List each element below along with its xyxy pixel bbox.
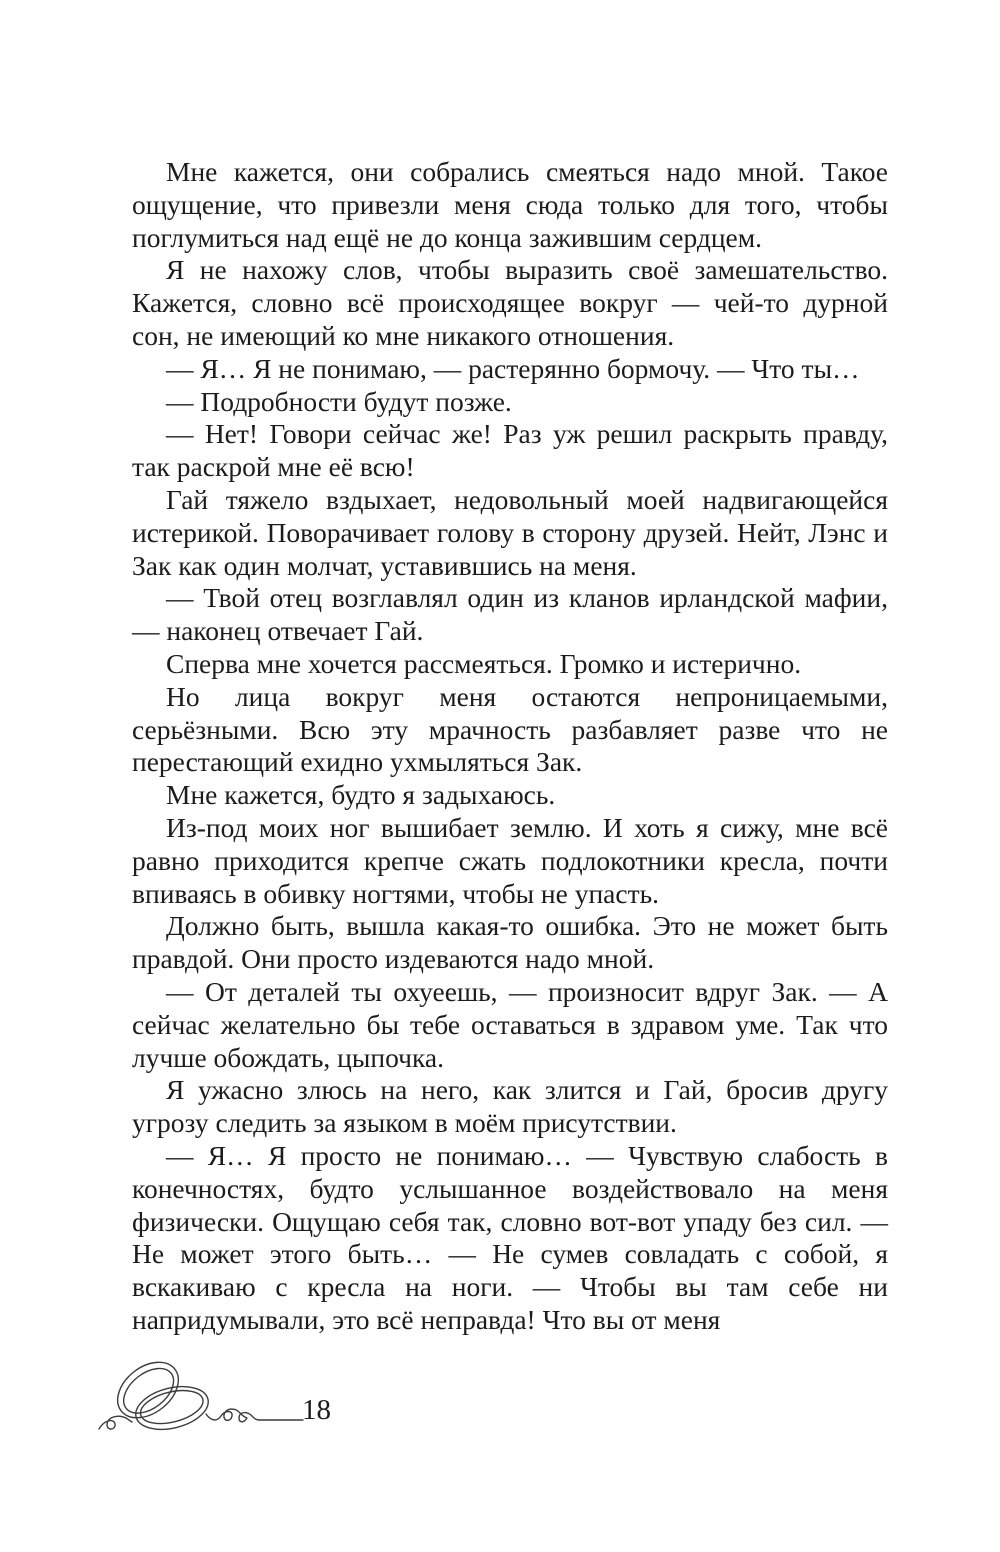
- left-ring-inner: [115, 1359, 181, 1422]
- paragraph: Я не нахожу слов, чтобы выразить своё замешательство. Кажется, словно всё происходящее вокруг — чей-то дурной сон, не имеющий ко мне никакого отношения.: [132, 254, 888, 351]
- paragraph: Мне кажется, будто я задыхаюсь.: [166, 779, 556, 811]
- page-footer: [0, 1350, 1000, 1445]
- left-swirl: [99, 1416, 132, 1429]
- paragraph: — Я… Я просто не понимаю… — Чувствую слабость в конечностях, будто услышанное воздействовало на меня физически. Ощущаю себя так, словно вот-вот упаду без сил. — Не может этого быть… — Не сумев совладать с собой, я вскакиваю с кресла на ноги. — Чтобы вы там себе ни напридумывали, это всё неправда! Что вы от меня: [132, 1139, 888, 1335]
- paragraph: — Нет! Говори сейчас же! Раз уж решил раскрыть правду, так раскрой мне её всю!: [132, 418, 888, 483]
- paragraph: Гай тяжело вздыхает, недовольный моей надвигающейся истерикой. Поворачивает голову в сторону друзей. Нейт, Лэнс и Зак как один молчат, уставившись на меня.: [132, 483, 888, 581]
- paragraph: Мне кажется, они собрались смеяться надо мной. Такое ощущение, что привезли меня сюда только для того, чтобы поглумиться над ещё не до конца зажившим сердцем.: [132, 156, 888, 253]
- right-ring-inner: [137, 1385, 206, 1430]
- paragraph: — Я… Я не понимаю, — растерянно бормочу. — Что ты…: [166, 352, 860, 384]
- paragraph: Сперва мне хочется рассмеяться. Громко и истерично.: [166, 647, 802, 679]
- right-swirl-and-rule: [206, 1409, 303, 1422]
- paragraph: Должно быть, вышла какая-то ошибка. Это не может быть правдой. Они просто издеваются надо мной.: [132, 910, 888, 975]
- paragraph: Из-под моих ног вышибает землю. И хоть я сижу, мне всё равно приходится крепче сжать подлокотники кресла, почти впиваясь в обивку ногтями, чтобы не упасть.: [132, 811, 888, 909]
- page-number: 18: [302, 1394, 331, 1426]
- paragraph: — Твой отец возглавлял один из кланов ирландской мафии, — наконец отвечает Гай.: [132, 582, 888, 647]
- page-text: [132, 156, 888, 1337]
- paragraph: Но лица вокруг меня остаются непроницаемыми, серьёзными. Всю эту мрачность разбавляет разве что не перестающий ехидно ухмыляться Зак.: [132, 680, 888, 778]
- paragraph: Я ужасно злюсь на него, как злится и Гай, бросив другу угрозу следить за языком в моём присутствии.: [132, 1074, 888, 1139]
- paragraph: — Подробности будут позже.: [166, 385, 512, 417]
- paragraph: — От деталей ты охуеешь, — произносит вдруг Зак. — А сейчас желательно бы тебе оставаться в здравом уме. Так что лучше обождать, цыпочка.: [132, 975, 888, 1073]
- wedding-rings-ornament-icon: [95, 1352, 310, 1442]
